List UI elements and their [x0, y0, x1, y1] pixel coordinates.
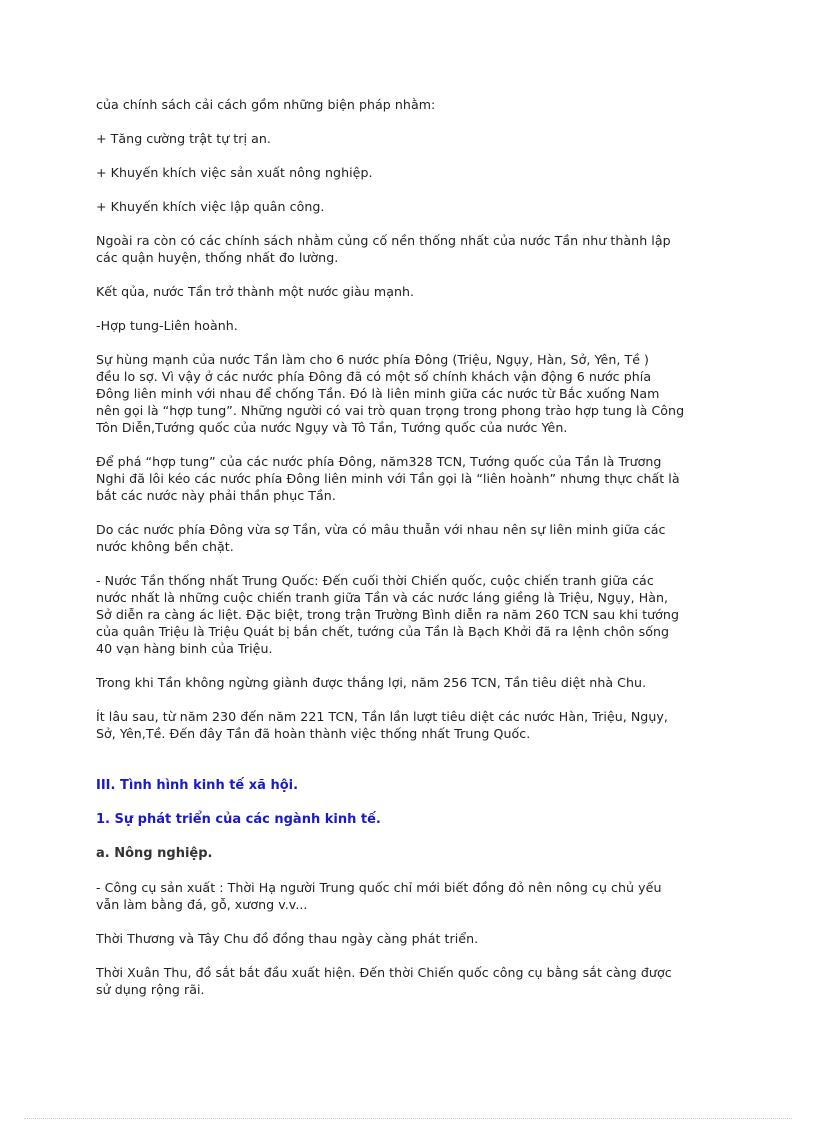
paragraph	[96, 572, 726, 657]
paragraph-line: Do các nước phía Đông vừa sợ Tần, vừa có mâu thuẫn với nhau nên sự liên minh giữa các	[96, 522, 666, 537]
paragraph	[96, 232, 726, 266]
paragraph-line: - Công cụ sản xuất : Thời Hạ người Trung quốc chỉ mới biết đồng đỏ nên nông cụ chủ yếu	[96, 880, 662, 895]
section-heading: III. Tình hình kinh tế xã hội.	[96, 778, 299, 793]
paragraph-line: + Tăng cường trật tự trị an.	[96, 131, 271, 146]
paragraph	[96, 317, 726, 334]
paragraph	[96, 198, 726, 215]
subsection-heading: 1. Sự phát triển của các ngành kinh tế.	[96, 812, 381, 827]
paragraph-line: Ít lâu sau, từ năm 230 đến năm 221 TCN, Tần lần lượt tiêu diệt các nước Hàn, Triệu, Ngụy,	[96, 709, 668, 724]
paragraph-line: 40 vạn hàng binh của Triệu.	[96, 641, 273, 656]
body-text-after	[96, 879, 726, 998]
paragraph-line: - Nước Tần thống nhất Trung Quốc: Đến cuối thời Chiến quốc, cuộc chiến tranh giữa các	[96, 573, 654, 588]
paragraph	[96, 708, 726, 742]
paragraph-line: Nghi đã lôi kéo các nước phía Đông liên minh với Tần gọi là “liên hoành” nhưng thực chất là	[96, 471, 680, 486]
paragraph	[96, 351, 726, 436]
paragraph-line: nước nhất là những cuộc chiến tranh giữa Tần và các nước láng giềng là Triệu, Ngụy, Hàn,	[96, 590, 669, 605]
paragraph-line: Trong khi Tần không ngừng giành được thắng lợi, năm 256 TCN, Tần tiêu diệt nhà Chu.	[96, 675, 647, 690]
paragraph	[96, 930, 726, 947]
page-bottom-rule	[24, 1118, 792, 1119]
paragraph	[96, 164, 726, 181]
paragraph	[96, 453, 726, 504]
paragraph-line: Để phá “hợp tung” của các nước phía Đông, năm328 TCN, Tướng quốc của Tần là Trương	[96, 454, 662, 469]
paragraph-line: của quân Triệu là Triệu Quát bị bắn chết, tướng của Tần là Bạch Khởi đã ra lệnh chôn sống	[96, 624, 670, 639]
paragraph-line: Đông liên minh với nhau để chống Tần. Đó là liên minh giữa các nước từ Bắc xuống Nam	[96, 386, 660, 401]
paragraph-line: Ngoài ra còn có các chính sách nhằm củng cố nền thống nhất của nước Tần như thành lập	[96, 233, 671, 248]
paragraph-line: nước không bền chặt.	[96, 539, 234, 554]
paragraph	[96, 674, 726, 691]
paragraph-line: -Hợp tung-Liên hoành.	[96, 318, 238, 333]
paragraph-line: Sở, Yên,Tề. Đến đây Tần đã hoàn thành việc thống nhất Trung Quốc.	[96, 726, 531, 741]
paragraph-line: Sự hùng mạnh của nước Tần làm cho 6 nước phía Đông (Triệu, Ngụy, Hàn, Sở, Yên, Tề )	[96, 352, 650, 367]
paragraph-line: Sở diễn ra càng ác liệt. Đặc biệt, trong trận Trường Bình diễn ra năm 260 TCN sau khi tướng	[96, 607, 679, 622]
subsubsection-heading: a. Nông nghiệp.	[96, 846, 213, 861]
paragraph	[96, 96, 726, 113]
paragraph-line: Kết qủa, nước Tần trở thành một nước giàu mạnh.	[96, 284, 415, 299]
paragraph-line: + Khuyến khích việc lập quân công.	[96, 199, 325, 214]
paragraph-line: vẫn làm bằng đá, gỗ, xương v.v...	[96, 897, 308, 912]
paragraph	[96, 879, 726, 913]
body-text-before	[96, 96, 726, 742]
paragraph-line: các quận huyện, thống nhất đo lường.	[96, 250, 339, 265]
paragraph	[96, 521, 726, 555]
paragraph-line: nên gọi là “hợp tung”. Những người có vai trò quan trọng trong phong trào hợp tung là Công	[96, 403, 685, 418]
paragraph-line: Thời Thương và Tây Chu đồ đồng thau ngày càng phát triển.	[96, 931, 479, 946]
paragraph	[96, 283, 726, 300]
paragraph-line: Thời Xuân Thu, đồ sắt bắt đầu xuất hiện. Đến thời Chiến quốc công cụ bằng sắt càng được	[96, 965, 672, 980]
paragraph-line: Tôn Diễn,Tướng quốc của nước Ngụy và Tô Tần, Tướng quốc của nước Yên.	[96, 420, 568, 435]
paragraph	[96, 964, 726, 998]
document-page	[96, 96, 726, 1015]
paragraph-line: sử dụng rộng rãi.	[96, 982, 205, 997]
paragraph-line: + Khuyến khích việc sản xuất nông nghiệp.	[96, 165, 373, 180]
section-gap	[96, 759, 726, 777]
paragraph	[96, 130, 726, 147]
paragraph-line: của chính sách cải cách gồm những biện pháp nhằm:	[96, 97, 436, 112]
paragraph-line: bắt các nước này phải thần phục Tần.	[96, 488, 336, 503]
paragraph-line: đều lo sợ. Vì vậy ở các nước phía Đông đã có một số chính khách vận động 6 nước phía	[96, 369, 652, 384]
